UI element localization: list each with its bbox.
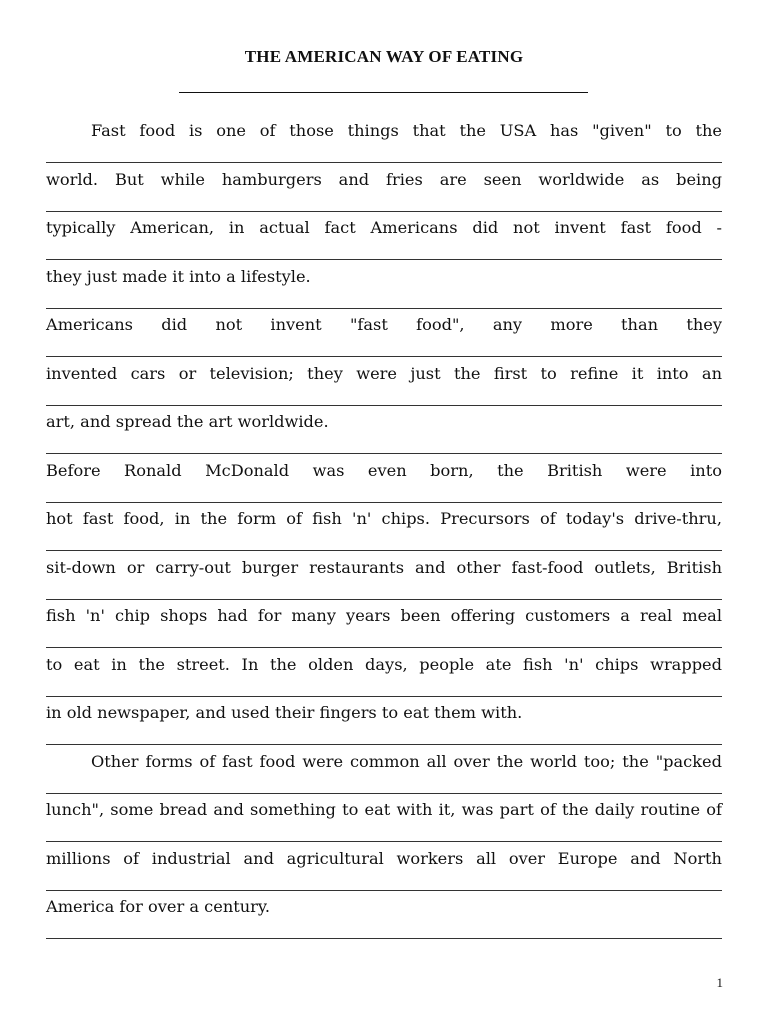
writing-line (46, 938, 722, 939)
line-text: sit-down or carry-out burger restaurants and other fast-food outlets, British (46, 557, 722, 577)
writing-line (46, 744, 722, 745)
writing-line (46, 550, 722, 551)
line-text: world. But while hamburgers and fries are seen worldwide as being (46, 169, 722, 189)
text-line (46, 601, 722, 650)
body-text (46, 116, 722, 941)
text-line (46, 892, 722, 941)
line-text: hot fast food, in the form of fish 'n' chips. Precursors of today's drive-thru, (46, 509, 722, 528)
text-line (46, 747, 722, 796)
title-underline (179, 92, 588, 93)
text-line (46, 116, 722, 165)
writing-line (46, 599, 722, 600)
document-title: THE AMERICAN WAY OF EATING (244, 47, 524, 66)
writing-line (46, 211, 722, 212)
line-text: Americans did not invent "fast food", any more than they (46, 315, 722, 334)
writing-line (46, 793, 722, 794)
text-line (46, 310, 722, 359)
line-text: to eat in the street. In the olden days, people ate fish 'n' chips wrapped (46, 654, 722, 674)
writing-line (46, 162, 722, 163)
writing-line (46, 841, 722, 842)
line-text: Fast food is one of those things that the USA has "given" to the (91, 121, 722, 140)
writing-line (46, 502, 722, 503)
line-text: art, and spread the art worldwide. (46, 412, 329, 431)
writing-line (46, 259, 722, 260)
writing-line (46, 405, 722, 406)
line-text: Before Ronald McDonald was even born, the British were into (46, 460, 722, 480)
text-line (46, 698, 722, 747)
line-text: Other forms of fast food were common all over the world too; the "packed (91, 751, 722, 771)
line-text: lunch", some bread and something to eat with it, was part of the daily routine of (46, 800, 722, 819)
text-line (46, 844, 722, 893)
line-text: fish 'n' chip shops had for many years been offering customers a real meal (46, 606, 722, 625)
writing-line (46, 356, 722, 357)
text-line (46, 456, 722, 505)
writing-line (46, 890, 722, 891)
writing-line (46, 308, 722, 309)
writing-line (46, 453, 722, 454)
text-line (46, 165, 722, 214)
writing-line (46, 696, 722, 697)
line-text: they just made it into a lifestyle. (46, 266, 311, 286)
line-text: millions of industrial and agricultural workers all over Europe and North (46, 848, 722, 868)
page-number: 1 (716, 975, 723, 990)
line-text: invented cars or television; they were just the first to refine it into an (46, 363, 722, 383)
text-line (46, 795, 722, 844)
line-text: in old newspaper, and used their fingers to eat them with. (46, 703, 523, 722)
text-line (46, 262, 722, 311)
text-line (46, 650, 722, 699)
line-text: typically American, in actual fact Americans did not invent fast food - (46, 218, 722, 237)
text-line (46, 407, 722, 456)
text-line (46, 213, 722, 262)
text-line (46, 359, 722, 408)
writing-line (46, 647, 722, 648)
line-text: America for over a century. (46, 897, 271, 916)
text-line (46, 504, 722, 553)
text-line (46, 553, 722, 602)
